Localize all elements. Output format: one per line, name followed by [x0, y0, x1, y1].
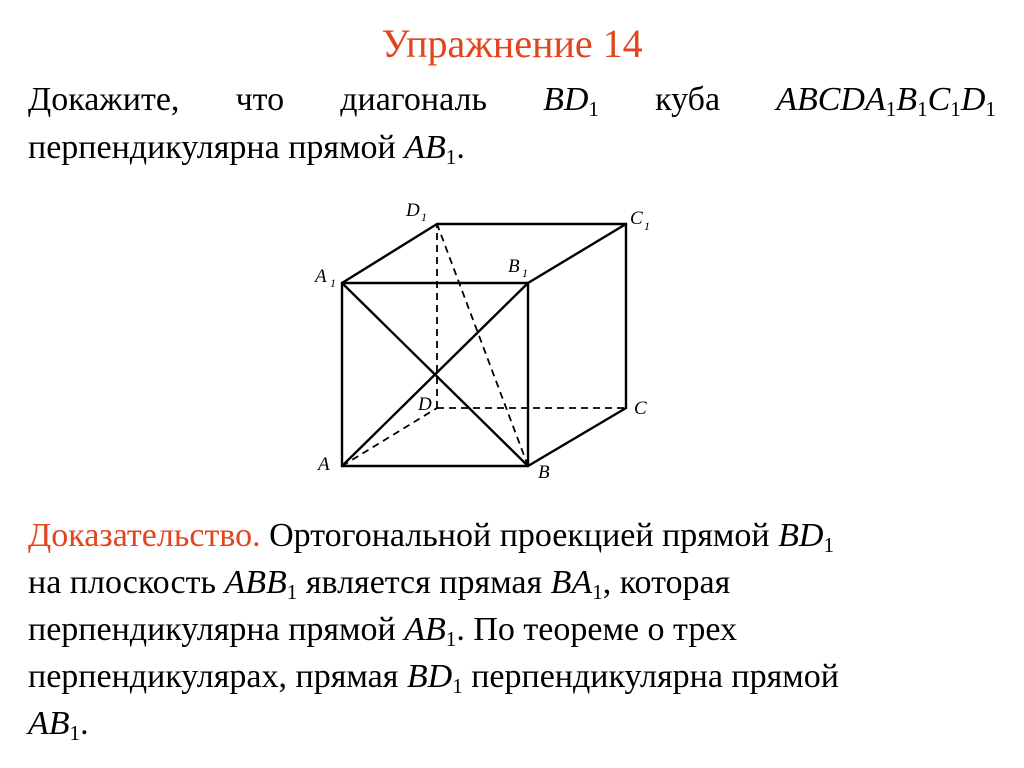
- vertex-label-c1-sub: 1: [644, 219, 650, 233]
- cube-sub-3: 1: [950, 96, 961, 121]
- vertex-label-a: A: [318, 454, 330, 475]
- proof-line-3-text: перпендикулярна прямой: [28, 611, 405, 648]
- proof-line-4-sub: 1: [452, 673, 463, 698]
- edge-b1-c1: [528, 224, 626, 283]
- proof-line-5-end: .: [80, 705, 89, 742]
- cube-sub-2: 1: [917, 96, 928, 121]
- proof-line-2-main2: BA: [550, 564, 593, 601]
- proof-block: [28, 512, 996, 747]
- proof-line-1-text: Ортогональной проекцией прямой: [260, 517, 779, 554]
- proof-line-5-main: AB: [28, 705, 70, 742]
- vertex-label-b: B: [538, 462, 550, 483]
- cube-part-1: ABCDA: [776, 81, 886, 118]
- proof-line-4: [28, 653, 996, 700]
- proof-line-2-sub: 1: [286, 579, 298, 604]
- vertex-label-c1: C: [630, 208, 643, 229]
- proof-line-4-main: BD: [406, 658, 453, 695]
- proof-line-2: [28, 559, 996, 606]
- problem-line-2-sub: 1: [445, 144, 457, 169]
- vertex-label-c: C: [634, 398, 647, 419]
- proof-line-5-sub: 1: [69, 720, 81, 745]
- hidden-edge-a-d: [342, 408, 437, 466]
- problem-word-3: диагональ: [340, 81, 487, 118]
- cube-part-2: B: [896, 81, 918, 118]
- proof-line-1-main: BD: [778, 517, 824, 554]
- vertex-label-a1-sub: 1: [330, 276, 336, 290]
- slide-title-text: Упражнение 14: [381, 21, 643, 66]
- problem-line-2-main: AB: [404, 129, 446, 166]
- proof-line-2-sub2: 1: [592, 579, 603, 604]
- proof-line-4-text2: перпендикулярна прямой: [462, 658, 839, 695]
- proof-line-5: [28, 700, 996, 747]
- proof-line-1: [28, 512, 996, 559]
- cube-sub-4: 1: [985, 96, 996, 121]
- problem-diagonal-sub: 1: [588, 96, 599, 121]
- edge-a1-d1: [342, 224, 437, 283]
- problem-line-2-text: перпендикулярна прямой: [28, 129, 405, 166]
- vertex-label-b1-sub: 1: [522, 266, 528, 280]
- proof-heading: Доказательство.: [28, 517, 261, 554]
- proof-line-2-text3: , которая: [602, 564, 731, 601]
- problem-diagonal-main: BD: [543, 81, 589, 118]
- proof-line-3-sub: 1: [445, 626, 457, 651]
- proof-line-3-text2: . По теореме о трех: [456, 611, 737, 648]
- proof-line-4-text: перпендикулярах, прямая: [28, 658, 407, 695]
- vertex-label-d1-sub: 1: [421, 210, 427, 224]
- vertex-label-b1: B: [508, 256, 520, 277]
- cube-sub-1: 1: [885, 96, 897, 121]
- vertex-label-a1: A: [315, 266, 327, 287]
- proof-line-3: [28, 606, 996, 653]
- vertex-label-d: D: [418, 394, 432, 415]
- proof-line-2-main: ABB: [224, 564, 287, 601]
- proof-line-2-text: на плоскость: [28, 564, 225, 601]
- problem-word-2: что: [235, 81, 285, 118]
- vertex-label-d1: D: [406, 200, 420, 221]
- cube-part-3: C: [927, 81, 951, 118]
- proof-line-3-main: AB: [404, 611, 446, 648]
- problem-line-2-end: .: [456, 129, 465, 166]
- problem-word-5: куба: [655, 81, 721, 118]
- proof-line-1-sub: 1: [823, 532, 835, 557]
- edge-b-c: [528, 408, 626, 466]
- cube-part-4: D: [960, 81, 986, 118]
- problem-word-1: Докажите,: [28, 81, 180, 118]
- proof-line-2-text2: является прямая: [297, 564, 551, 601]
